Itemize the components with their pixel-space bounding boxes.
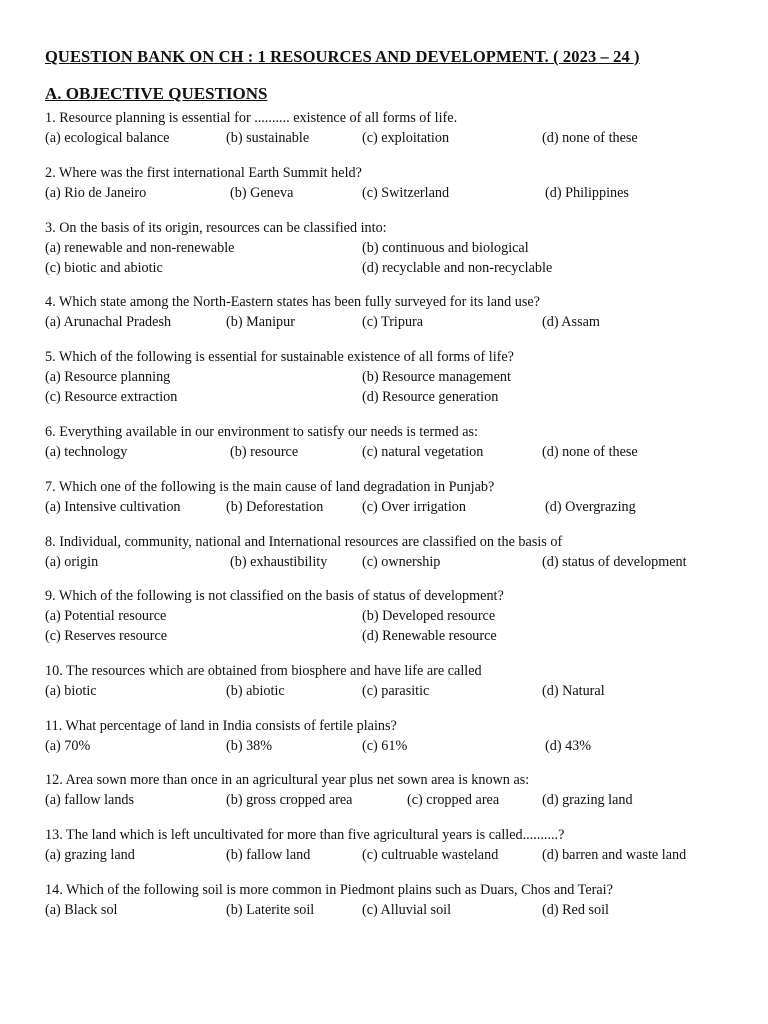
question-text: 14. Which of the following soil is more common in Piedmont plains such as Duars, Chos and Terai? <box>45 882 613 898</box>
answer-option: (d) status of development <box>542 554 687 570</box>
page-title: QUESTION BANK ON CH : 1 RESOURCES AND DEVELOPMENT. ( 2023 – 24 ) <box>45 47 640 66</box>
answer-option: (c) Reserves resource <box>45 628 168 644</box>
answer-option: (a) renewable and non-renewable <box>45 240 235 256</box>
answer-option: (a) biotic <box>45 683 97 699</box>
question-text: 13. The land which is left uncultivated for more than five agricultural years is called..........? <box>45 827 565 843</box>
question-text: 5. Which of the following is essential for sustainable existence of all forms of life? <box>45 349 514 365</box>
answer-option: (d) Red soil <box>542 902 609 918</box>
question-text: 4. Which state among the North-Eastern states has been fully surveyed for its land use? <box>45 294 540 310</box>
answer-option: (b) continuous and biological <box>362 240 529 256</box>
answer-option: (c) Alluvial soil <box>362 902 452 918</box>
answer-option: (d) 43% <box>545 738 592 754</box>
question-text: 7. Which one of the following is the main cause of land degradation in Punjab? <box>45 479 495 495</box>
answer-option: (a) Resource planning <box>45 369 171 385</box>
answer-option: (d) Philippines <box>545 185 629 201</box>
answer-option: (b) resource <box>230 444 299 460</box>
answer-option: (a) fallow lands <box>45 792 135 808</box>
answer-option: (b) Deforestation <box>226 499 324 515</box>
answer-option: (d) none of these <box>542 130 638 146</box>
answer-option: (c) ownership <box>362 554 441 570</box>
answer-option: (b) 38% <box>226 738 273 754</box>
answer-option: (c) 61% <box>362 738 408 754</box>
answer-option: (a) technology <box>45 444 128 460</box>
answer-option: (a) ecological balance <box>45 130 170 146</box>
answer-option: (c) parasitic <box>362 683 430 699</box>
answer-option: (d) none of these <box>542 444 638 460</box>
answer-option: (d) Resource generation <box>362 389 499 405</box>
answer-option: (d) recyclable and non-recyclable <box>362 260 553 276</box>
answer-option: (a) Black sol <box>45 902 118 918</box>
answer-option: (b) gross cropped area <box>226 792 353 808</box>
answer-option: (c) exploitation <box>362 130 450 146</box>
answer-option: (b) Geneva <box>230 185 294 201</box>
answer-option: (b) Manipur <box>226 314 295 330</box>
question-text: 8. Individual, community, national and International resources are classified on the basis of <box>45 534 563 550</box>
answer-option: (d) Natural <box>542 683 605 699</box>
question-text: 9. Which of the following is not classified on the basis of status of development? <box>45 588 504 604</box>
answer-option: (c) Resource extraction <box>45 389 178 405</box>
question-text: 12. Area sown more than once in an agricultural year plus net sown area is known as: <box>45 772 530 788</box>
question-text: 10. The resources which are obtained from biosphere and have life are called <box>45 663 482 679</box>
answer-option: (c) Tripura <box>362 314 424 330</box>
answer-option: (a) Rio de Janeiro <box>45 185 147 201</box>
answer-option: (d) Overgrazing <box>545 499 636 515</box>
answer-option: (a) Potential resource <box>45 608 167 624</box>
answer-option: (b) abiotic <box>226 683 285 699</box>
answer-option: (a) Arunachal Pradesh <box>45 314 172 330</box>
answer-option: (b) sustainable <box>226 130 310 146</box>
answer-option: (b) fallow land <box>226 847 311 863</box>
answer-option: (b) Resource management <box>362 369 511 385</box>
answer-option: (c) cropped area <box>407 792 500 808</box>
answer-option: (b) Laterite soil <box>226 902 315 918</box>
answer-option: (c) natural vegetation <box>362 444 484 460</box>
answer-option: (a) origin <box>45 554 99 570</box>
question-text: 11. What percentage of land in India consists of fertile plains? <box>45 718 397 734</box>
answer-option: (c) Switzerland <box>362 185 450 201</box>
answer-option: (d) barren and waste land <box>542 847 687 863</box>
question-text: 3. On the basis of its origin, resources can be classified into: <box>45 220 387 236</box>
answer-option: (d) Assam <box>542 314 600 330</box>
answer-option: (a) Intensive cultivation <box>45 499 181 515</box>
question-text: 6. Everything available in our environment to satisfy our needs is termed as: <box>45 424 479 440</box>
answer-option: (a) grazing land <box>45 847 135 863</box>
answer-option: (c) cultruable wasteland <box>362 847 499 863</box>
question-text: 1. Resource planning is essential for .......... existence of all forms of life. <box>45 110 458 126</box>
answer-option: (d) Renewable resource <box>362 628 497 644</box>
answer-option: (c) Over irrigation <box>362 499 466 515</box>
answer-option: (d) grazing land <box>542 792 633 808</box>
question-text: 2. Where was the first international Earth Summit held? <box>45 165 362 181</box>
answer-option: (c) biotic and abiotic <box>45 260 163 276</box>
answer-option: (a) 70% <box>45 738 91 754</box>
section-heading: A. OBJECTIVE QUESTIONS <box>45 84 268 103</box>
answer-option: (b) Developed resource <box>362 608 496 624</box>
answer-option: (b) exhaustibility <box>230 554 328 570</box>
